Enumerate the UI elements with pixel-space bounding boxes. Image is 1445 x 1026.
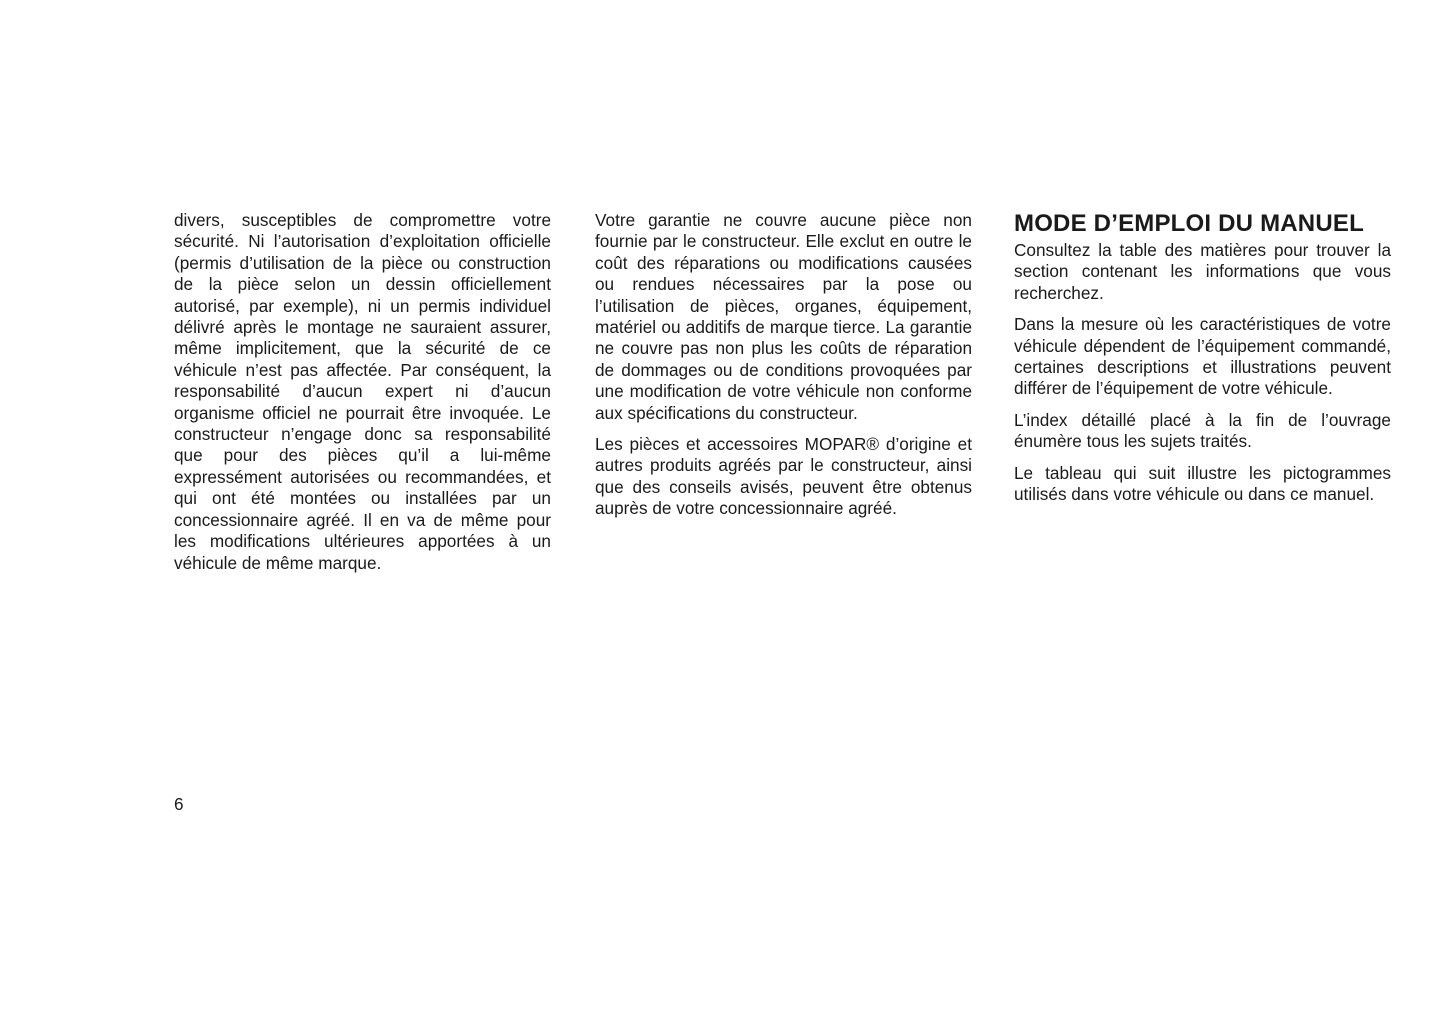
section-heading: MODE D’EMPLOI DU MANUEL <box>1014 210 1364 237</box>
left-paragraph-1: divers, susceptibles de compromettre votre sécurité. Ni l’autorisation d’exploitation officielle (permis d’utilisation de la pièce ou construction de la pièce selon un dessin officiellement autorisé, par exemple), ni un permis individuel délivré après le montage ne sauraient assurer, même implicitement, que la sécurité de ce véhicule n’est pas affectée. Par conséquent, la responsabilité d’aucun expert ni d’aucun organisme officiel ne pourrait être invoquée. Le constructeur n’engage donc sa responsabilité que pour des pièces qu’il a lui-même expressément autorisées ou recommandées, et qui ont été montées ou installées par un concessionnaire agréé. Il en va de même pour les modifications ultérieures apportées à un véhicule de même marque. <box>174 210 551 573</box>
right-paragraph-3: L’index détaillé placé à la fin de l’ouvrage énumère tous les sujets traités. <box>1014 409 1391 452</box>
middle-paragraph-2: Les pièces et accessoires MOPAR® d’origine et autres produits agréés par le constructeur, ainsi que des conseils avisés, peuvent être obtenus auprès de votre concessionnaire agréé. <box>595 434 972 519</box>
right-paragraph-1: Consultez la table des matières pour trouver la section contenant les informations que vous recherchez. <box>1014 240 1391 303</box>
right-paragraph-4: Le tableau qui suit illustre les pictogrammes utilisés dans votre véhicule ou dans ce manuel. <box>1014 462 1391 505</box>
page-number: 6 <box>174 794 184 814</box>
left-column <box>174 210 551 584</box>
middle-paragraph-1: Votre garantie ne couvre aucune pièce non fournie par le constructeur. Elle exclut en outre le coût des réparations ou modifications causées ou rendues nécessaires par la pose ou l’utilisation de pièces, organes, équipement, matériel ou additifs de marque tierce. La garantie ne couvre pas non plus les coûts de réparation de dommages ou de conditions provoquées par une modification de votre véhicule non conforme aux spécifications du constructeur. <box>595 210 972 423</box>
right-paragraph-2: Dans la mesure où les caractéristiques de votre véhicule dépendent de l’équipement commandé, certaines descriptions et illustrations peuvent différer de l’équipement de votre véhicule. <box>1014 314 1391 399</box>
right-column <box>1014 210 1391 515</box>
middle-column <box>595 210 972 530</box>
